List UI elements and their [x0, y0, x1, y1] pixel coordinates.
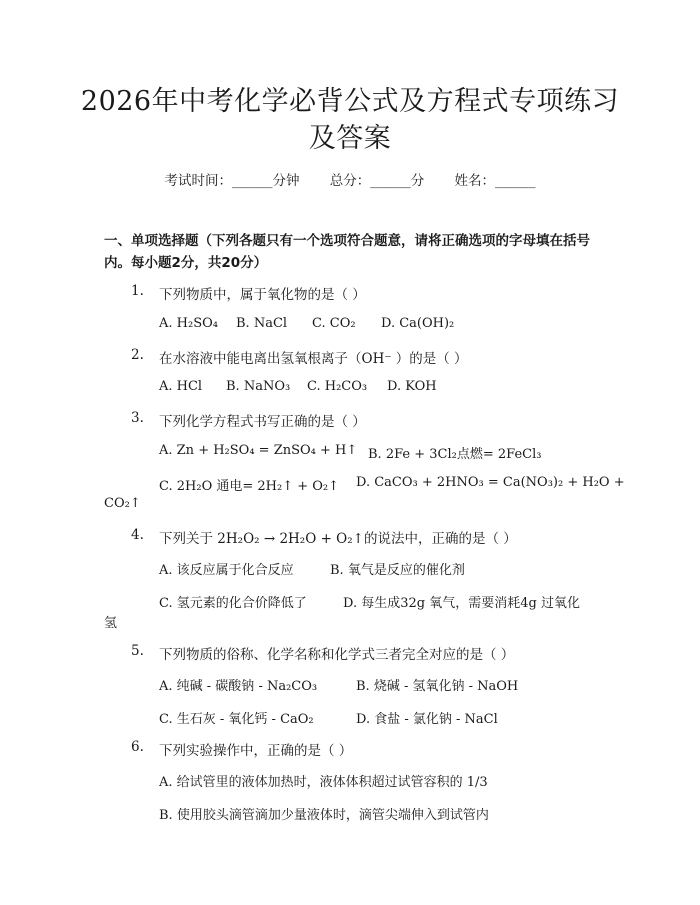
option-6b: B. 使用胶头滴管滴加少量液体时，滴管尖端伸入到试管内	[159, 808, 489, 823]
page-title-line-2: 及答案	[308, 123, 392, 154]
exam-name: 姓名：______	[454, 173, 536, 189]
option-5a: A. 纯碱 - 碳酸钠 - Na₂CO₃	[159, 679, 318, 694]
question-number: 4.	[131, 527, 144, 543]
option-6a: A. 给试管里的液体加热时，液体体积超过试管容积的 1/3	[159, 775, 488, 790]
exam-score: 总分：______分	[329, 173, 425, 189]
page-title-line-1: 2026年中考化学必背公式及方程式专项练习	[80, 86, 620, 117]
question-number: 1.	[131, 283, 144, 299]
option-1d: D. Ca(OH)₂	[381, 316, 455, 331]
option-5c: C. 生石灰 - 氧化钙 - CaO₂	[159, 712, 314, 727]
question-stem: 下列物质中，属于氧化物的是（ ）	[159, 287, 366, 303]
question-stem: 下列实验操作中，正确的是（ ）	[159, 743, 353, 759]
option-2d: D. KOH	[387, 379, 437, 394]
question-stem: 在水溶液中能电离出氢氧根离子（OH⁻ ）的是（ ）	[159, 351, 468, 367]
question-stem: 下列关于 2H₂O₂ → 2H₂O + O₂↑的说法中，正确的是（ ）	[159, 531, 517, 547]
option-3d-wrap: CO₂↑	[104, 496, 141, 511]
option-3d: D. CaCO₃ + 2HNO₃ = Ca(NO₃)₂ + H₂O +	[356, 475, 625, 490]
option-2b: B. NaNO₃	[226, 379, 291, 394]
option-4a: A. 该反应属于化合反应	[159, 563, 294, 578]
exam-time: 考试时间：______分钟	[164, 173, 300, 189]
option-1a: A. H₂SO₄	[159, 316, 218, 331]
question-stem: 下列化学方程式书写正确的是（ ）	[159, 414, 366, 430]
option-5b: B. 烧碱 - 氢氧化钠 - NaOH	[356, 679, 519, 694]
option-3a: A. Zn + H₂SO₄ = ZnSO₄ + H↑	[159, 443, 358, 458]
question-number: 6.	[131, 739, 144, 755]
question-number: 3.	[131, 410, 144, 426]
option-4d: D. 每生成32g 氧气，需要消耗4g 过氧化	[343, 596, 580, 611]
question-number: 5.	[131, 643, 144, 659]
option-1c: C. CO₂	[312, 316, 356, 331]
option-3b: B. 2Fe + 3Cl₂点燃= 2FeCl₃	[368, 447, 542, 462]
option-2a: A. HCl	[159, 379, 203, 394]
option-4c: C. 氢元素的化合价降低了	[159, 596, 307, 611]
section-heading: 一、单项选择题（下列各题只有一个选项符合题意，请将正确选项的字母填在括号内。每小题2分，共20分）	[104, 233, 590, 271]
question-stem: 下列物质的俗称、化学名称和化学式三者完全对应的是（ ）	[159, 647, 515, 663]
exam-info	[0, 169, 700, 189]
option-4b: B. 氧气是反应的催化剂	[330, 563, 465, 578]
option-4d-wrap: 氢	[104, 616, 118, 631]
option-2c: C. H₂CO₃	[307, 379, 368, 394]
option-1b: B. NaCl	[236, 316, 288, 331]
option-3c: C. 2H₂O 通电= 2H₂↑ + O₂↑	[159, 479, 340, 494]
option-5d: D. 食盐 - 氯化钠 - NaCl	[356, 712, 498, 727]
question-number: 2.	[131, 347, 144, 363]
